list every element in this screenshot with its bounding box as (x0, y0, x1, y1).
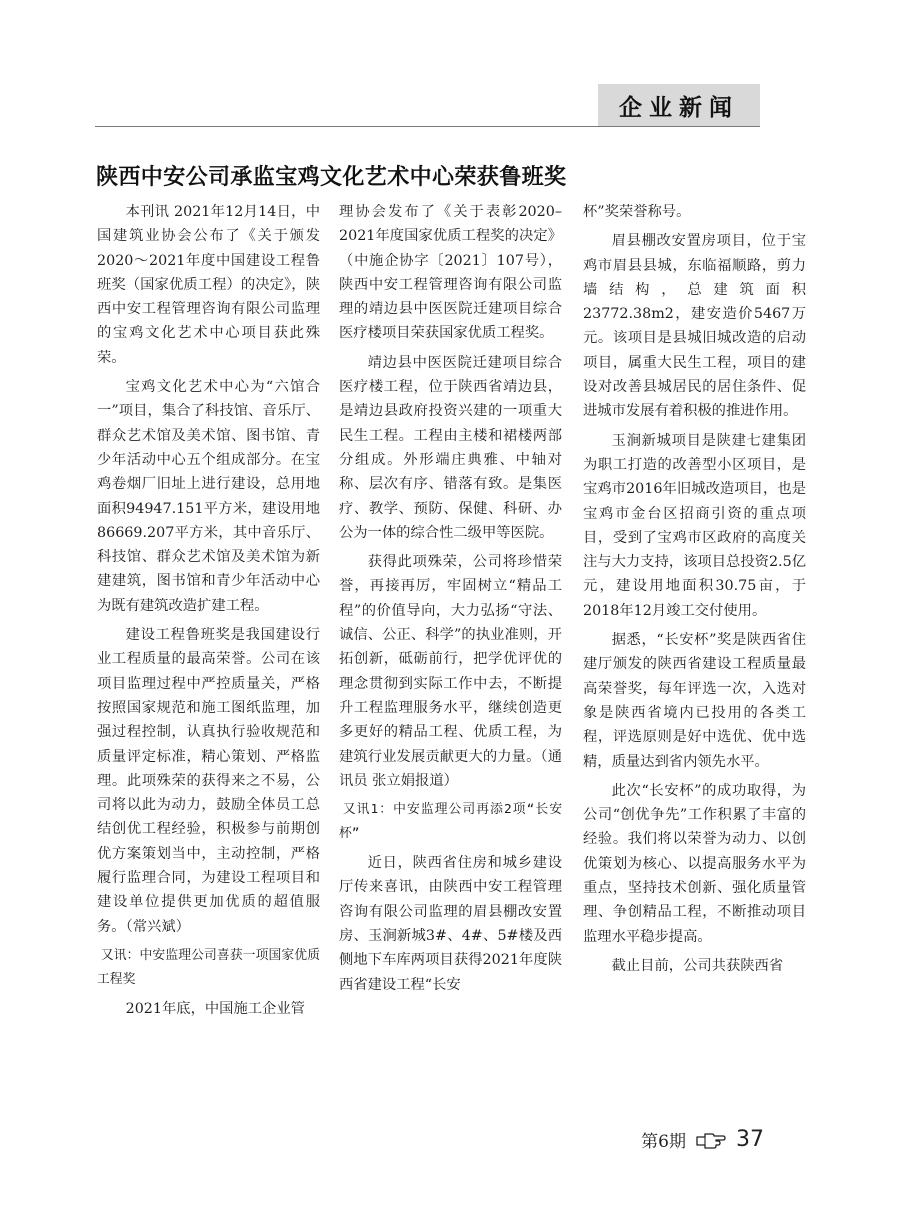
paragraph: 此次“长安杯”的成功取得，为公司“创优争先”工作积累了丰富的经验。我们将以荣誉为动力、以创优策划为核心、以提高服务水平为重点，坚持技术创新、强化质量管理、争创精品工程，不断推动项目监理水平稳步提高。 (583, 782, 806, 945)
paragraph: 近日，陕西省住房和城乡建设厅传来喜讯，由陕西中安工程管理咨询有限公司监理的眉县棚改安置房、玉涧新城3#、4#、5#楼及西侧地下车库两项目获得2021年度陕西省建设工程“长安 (339, 855, 562, 993)
paragraph: 2021年底，中国施工企业管 (125, 1000, 305, 1017)
article-column-2 (339, 200, 562, 1080)
paragraph: 玉涧新城项目是陕建七建集团为职工打造的改善型小区项目，是宝鸡市2016年旧城改造项目，也是宝鸡市金台区招商引资的重点项目，受到了宝鸡市区政府的高度关注与大力支持，该项目总投资2.5亿元，建设用地面积30.75亩，于2018年12月竣工交付使用。 (583, 432, 806, 619)
page-number: 37 (736, 1127, 764, 1152)
paragraph: 理协会发布了《关于表彰2020–2021年度国家优质工程奖的决定》（中施企协字〔2021〕107号），陕西中安工程管理咨询有限公司监理的靖边县中医医院迁建项目综合医疗楼项目荣获国家优质工程奖。 (339, 204, 562, 342)
paragraph: 建设工程鲁班奖是我国建设行业工程质量的最高荣誉。公司在该项目监理过程中严控质量关，严格按照国家规范和施工图纸监理，加强过程控制，认真执行验收规范和质量评定标准，精心策划、严格监理。此项殊荣的获得来之不易，公司将以此为动力，鼓励全体员工总结创优工程经验，积极参与前期创优方案策划当中，主动控制，严格履行监理合同，为建设工程项目和建设单位提供更加优质的超值服务。（常兴斌） (97, 627, 320, 935)
page-footer (641, 1127, 764, 1152)
paragraph: 本刊讯 2021年12月14日，中国建筑业协会公布了《关于颁发2020～2021年度中国建设工程鲁班奖（国家优质工程）的决定》，陕西中安工程管理咨询有限公司监理的宝鸡文化艺术中心项目获此殊荣。 (97, 204, 320, 366)
article-column-1 (97, 200, 320, 1080)
paragraph: 眉县棚改安置房项目，位于宝鸡市眉县县城，东临福顺路，剪力墙结构，总建筑面积23772.38m2，建安造价5467万元。该项目是县城旧城改造的启动项目，属重大民生工程，项目的建设对改善县城居民的居住条件、促进城市发展有着积极的推进作用。 (583, 233, 806, 420)
paragraph: 获得此项殊荣，公司将珍惜荣誉，再接再厉，牢固树立“精品工程”的价值导向，大力弘扬“守法、诚信、公正、科学”的执业准则，开拓创新，砥砺前行，把学优评优的理念贯彻到实际工作中去，不断提升工程监理服务水平，继续创造更多更好的精品工程、优质工程，为建筑行业发展贡献更大的力量。（通讯员 张立娟报道） (339, 554, 562, 789)
pointing-hand-icon (696, 1131, 726, 1149)
article-column-3 (583, 200, 806, 1080)
article-headline: 陕西中安公司承监宝鸡文化艺术中心荣获鲁班奖 (96, 165, 567, 190)
issue-label: 第6期 (641, 1132, 686, 1152)
section-tag: 企业新闻 (598, 84, 760, 126)
paragraph: 截止目前，公司共获陕西省 (611, 957, 784, 974)
sub-headline: 又讯1：中安监理公司再添2项“长安杯” (339, 802, 562, 842)
paragraph: 靖边县中医医院迁建项目综合医疗楼工程，位于陕西省靖边县，是靖边县政府投资兴建的一项重大民生工程。工程由主楼和裙楼两部分组成。外形端庄典雅、中轴对称、层次有序、错落有致。是集医疗、教学、预防、保健、科研、办公为一体的综合性二级甲等医院。 (339, 354, 562, 541)
paragraph: 杯”奖荣誉称号。 (583, 204, 691, 220)
sub-headline: 又讯：中安监理公司喜获一项国家优质工程奖 (97, 947, 320, 987)
header-rule (95, 126, 760, 127)
paragraph: 据悉，“长安杯”奖是陕西省住建厅颁发的陕西省建设工程质量最高荣誉奖，每年评选一次，入选对象是陕西省境内已投用的各类工程，评选原则是好中选优、优中选精，质量达到省内领先水平。 (583, 632, 806, 770)
paragraph: 宝鸡文化艺术中心为“六馆合一”项目，集合了科技馆、音乐厅、群众艺术馆及美术馆、图书馆、青少年活动中心五个组成部分。在宝鸡卷烟厂旧址上进行建设，总用地面积94947.151平方米，建设用地86669.207平方米，其中音乐厅、科技馆、群众艺术馆及美术馆为新建建筑，图书馆和青少年活动中心为既有建筑改造扩建工程。 (97, 379, 320, 614)
